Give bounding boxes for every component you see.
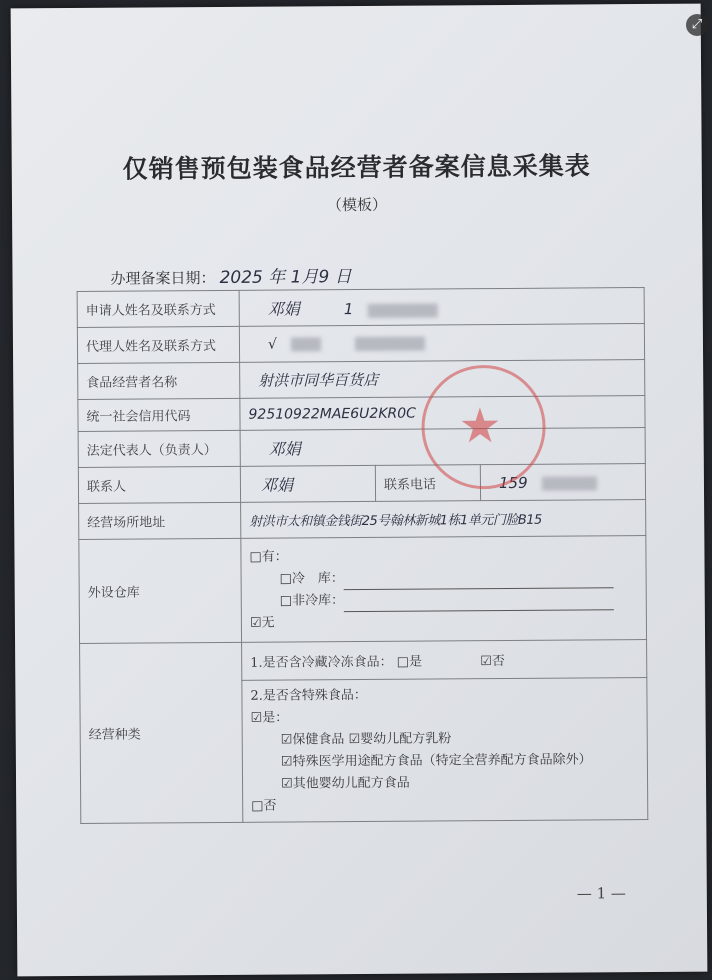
table-row [77,288,644,328]
phone-number: 159 [498,473,528,492]
address-value [241,499,646,538]
redacted-agent-contact [355,337,425,351]
seal-star-icon: ★ [458,398,502,455]
record-form-table [77,287,649,824]
business-address: 射洪市太和镇金钱街25号翰林新城1栋1单元门脸B15 [249,512,542,530]
redacted-agent-name [291,337,321,351]
special-food-question: 2.是否含特殊食品： [250,687,367,704]
warehouse-noncold-option: □非冷库： [279,592,345,609]
agent-value [239,324,644,363]
contact-person-label: 联系人 [78,466,240,503]
warehouse-none-option: ☑无 [249,615,275,631]
agent-name: √ [267,336,277,353]
special-food-items-row [281,727,639,751]
table-row [80,639,647,681]
contact-person-value [240,465,375,502]
applicant-value [239,288,644,327]
health-food-option: ☑保健食品 [280,731,345,748]
applicant-contact: 1 [343,300,354,319]
red-seal-stamp [421,365,546,490]
warehouse-noncold-row [280,588,638,612]
agent-label: 代理人姓名及联系方式 [77,326,239,363]
applicant-name: 邓娟 [267,299,300,319]
phone-label: 联系电话 [375,465,480,502]
operator-name: 射洪市同华百货店 [258,370,379,390]
credit-code: 92510922MAE6U2KR0C [248,405,416,423]
warehouse-label: 外设仓库 [79,538,242,643]
document-subtitle: （模板） [326,195,388,215]
table-row [79,499,646,539]
category-label: 经营种类 [80,642,243,823]
warehouse-has-option: □有： [249,548,288,565]
cold-food-yes: □是 [396,654,423,670]
contact-person-name: 邓娟 [260,475,294,495]
address-label: 经营场所地址 [79,502,241,539]
infant-formula-option: ☑婴幼儿配方乳粉 [348,730,452,747]
category-q2 [242,677,648,822]
warehouse-options [241,535,647,642]
document-title: 仅销售预包装食品经营者备案信息采集表 [122,151,591,184]
warehouse-cold-option: □冷 库： [279,570,344,587]
redacted-contact [368,303,438,317]
credit-code-label: 统一社会信用代码 [78,398,240,431]
operator-label: 食品经营者名称 [78,362,240,399]
filing-date [110,262,351,289]
redacted-phone [542,476,597,490]
other-infant-food-option: ☑其他婴幼儿配方食品 [280,775,410,792]
cold-food-question: 1.是否含冷藏冷冻食品： [250,654,393,671]
page-number: — 1 — [576,884,626,903]
filing-date-label: 办理备案日期： [110,268,216,288]
applicant-label: 申请人姓名及联系方式 [77,290,239,327]
table-row [79,535,647,643]
table-row [78,360,645,400]
table-row [78,428,645,468]
table-row [78,396,645,432]
table-row [77,324,644,364]
expand-icon[interactable]: ⤢ [686,14,708,36]
table-row [78,464,645,504]
category-q1 [242,639,647,680]
document-page [11,4,708,977]
filing-date-value: 2025 年 1月9 日 [219,267,352,288]
legal-rep-name: 邓娟 [268,439,301,459]
special-food-yes: ☑是： [250,709,289,726]
medical-food-option: ☑特殊医学用途配方食品（特定全营养配方食品除外） [280,751,592,770]
cold-food-no: ☑否 [480,653,505,670]
legal-rep-label: 法定代表人（负责人） [78,430,240,467]
warehouse-cold-row [280,566,638,590]
special-food-no: □否 [251,798,277,814]
